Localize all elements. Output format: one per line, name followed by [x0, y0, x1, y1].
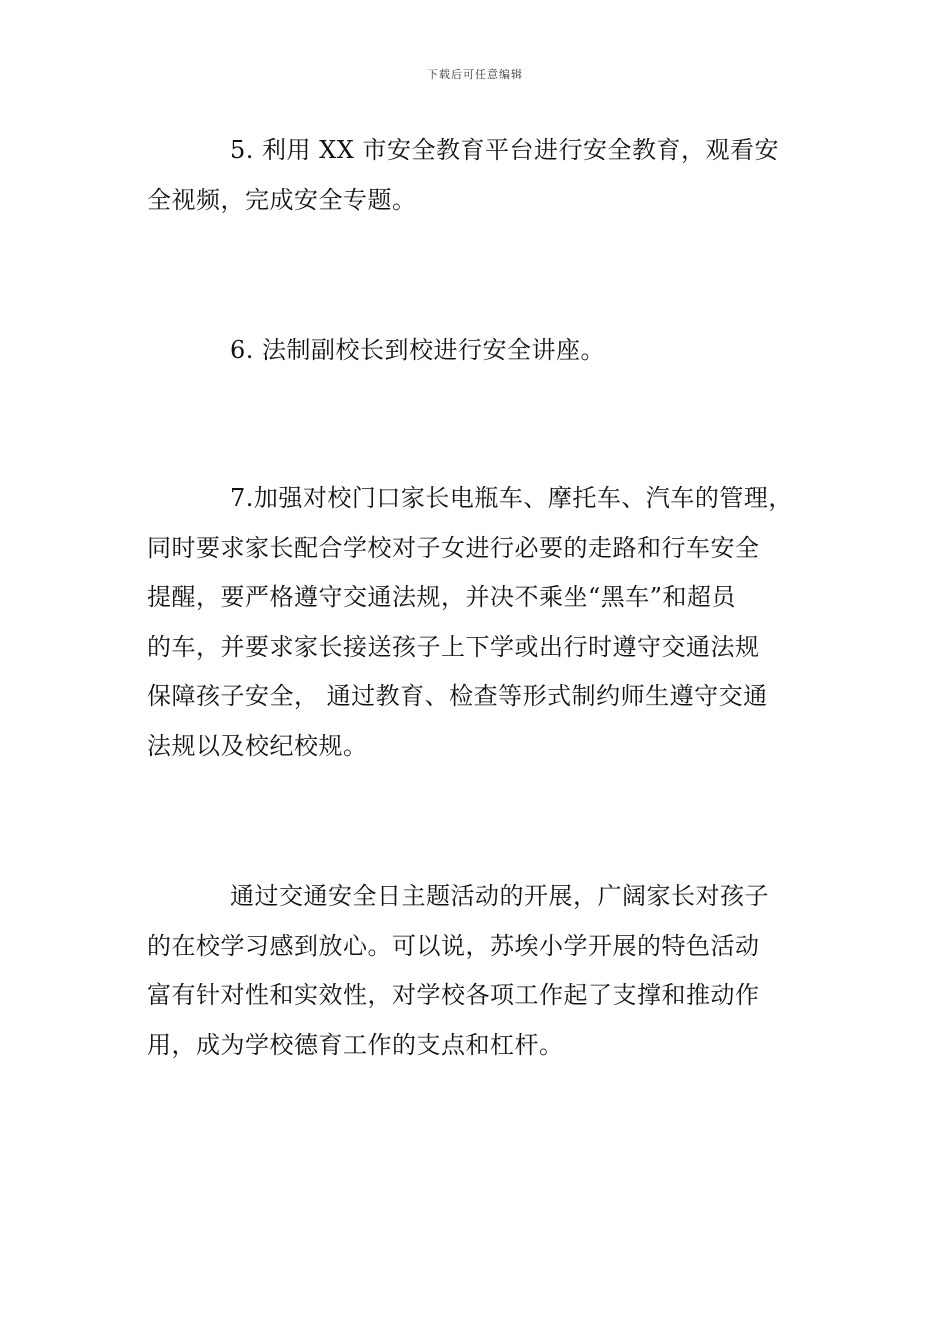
paragraph-item-7	[147, 474, 812, 771]
text-line: 提醒，要严格遵守交通法规，并决不乘坐“黑车”和超员	[147, 583, 737, 611]
paragraph-conclusion	[147, 872, 812, 1070]
text-line: 同时要求家长配合学校对子女进行必要的走路和行车安全	[147, 533, 760, 562]
paragraph-item-5	[147, 126, 812, 225]
text-line: 保障孩子安全， 通过教育、检查等形式制约师生遵守交通	[147, 682, 768, 710]
text-line: 用，成为学校德育工作的支点和杠杆。	[147, 1030, 564, 1059]
paragraph-item-6	[147, 326, 812, 376]
text-line: 7.加强对校门口家长电瓶车、摩托车、汽车的管理，	[230, 484, 793, 512]
text-line: 的在校学习感到放心。可以说，苏埃小学开展的特色活动	[147, 931, 760, 960]
text-line: 通过交通安全日主题活动的开展，广阔家长对孩子	[230, 882, 769, 910]
text-line: 富有针对性和实效性，对学校各项工作起了支撑和推动作	[147, 981, 760, 1009]
text-line: 5. 利用 XX 市安全教育平台进行安全教育，观看安	[230, 136, 779, 164]
text-line: 全视频，完成安全专题。	[147, 185, 417, 214]
page-header: 下载后可任意编辑	[427, 68, 523, 81]
text-line: 的车，并要求家长接送孩子上下学或出行时遵守交通法规	[147, 632, 760, 661]
text-line: 法规以及校纪校规。	[147, 731, 368, 760]
text-line: 6. 法制副校长到校进行安全讲座。	[230, 336, 606, 364]
